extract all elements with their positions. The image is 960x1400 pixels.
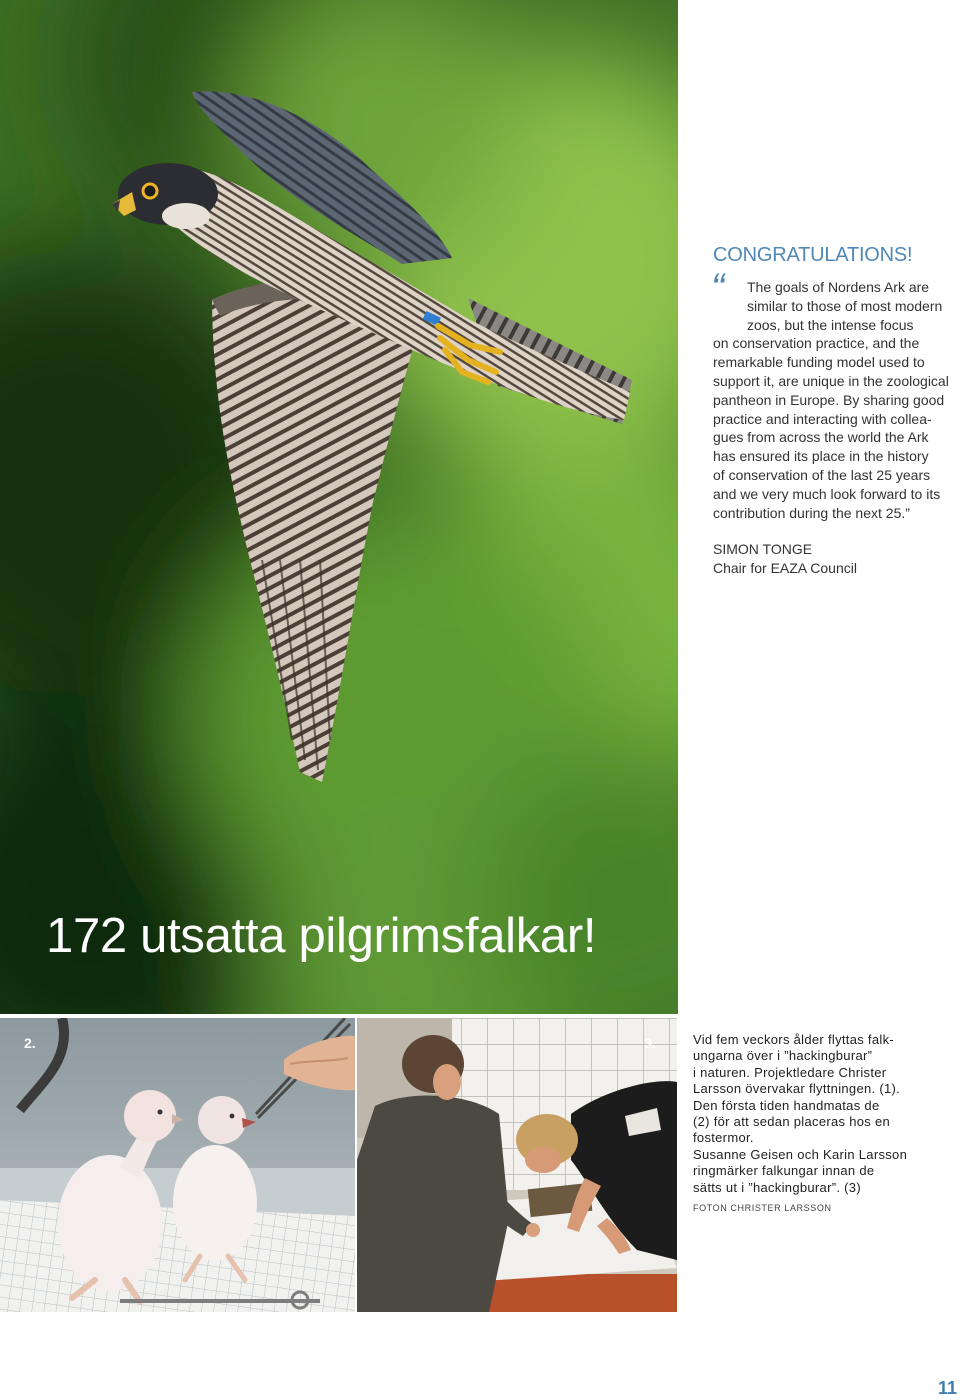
chick-right-eye bbox=[230, 1114, 235, 1119]
chick-right-head bbox=[198, 1096, 246, 1144]
person-right-face bbox=[525, 1147, 561, 1173]
caption-line: Larsson övervakar flyttningen. (1). bbox=[693, 1081, 901, 1097]
open-quote-mark: “ bbox=[711, 266, 725, 310]
quote-attribution bbox=[713, 540, 857, 578]
quote-line: The goals of Nordens Ark are bbox=[747, 279, 930, 295]
quote-line: support it, are unique in the zoological bbox=[713, 372, 949, 389]
quote-line: and we very much look forward to its bbox=[713, 485, 941, 502]
caption-line: Den första tiden handmatas de bbox=[693, 1097, 880, 1113]
caption-line: ungarna över i ”hackingburar” bbox=[693, 1048, 873, 1064]
falcon-cheek bbox=[162, 203, 210, 229]
chick-left-eye bbox=[158, 1110, 163, 1115]
chicks-illustration bbox=[0, 1018, 355, 1312]
caption-line: ringmärker falkungar innan de bbox=[693, 1163, 875, 1179]
quote-line: zoos, but the intense focus bbox=[747, 316, 914, 333]
quote-line: gues from across the world the Ark bbox=[713, 429, 929, 446]
caption-line: (2) för att sedan placeras hos en bbox=[693, 1113, 891, 1129]
person-left-hand bbox=[526, 1223, 540, 1237]
quote-line: practice and interacting with collea- bbox=[713, 410, 932, 427]
quote-line: pantheon in Europe. By sharing good bbox=[713, 391, 945, 408]
chick-left-body bbox=[58, 1155, 162, 1291]
caption-line: sätts ut i ”hackingburar”. (3) bbox=[693, 1179, 861, 1195]
photo-credit: FOTON CHRISTER LARSSON bbox=[693, 1203, 832, 1213]
photo-chicks-feeding bbox=[0, 1018, 355, 1312]
author-name: SIMON TONGE bbox=[713, 541, 813, 557]
caption-line: Vid fem veckors ålder flyttas falk- bbox=[693, 1032, 894, 1047]
page-number: 11 bbox=[937, 1378, 957, 1398]
person-left-face bbox=[433, 1064, 461, 1100]
quote-line: contribution during the next 25.” bbox=[713, 504, 910, 521]
chick-left-head bbox=[124, 1090, 176, 1142]
quote-line: similar to those of most modern bbox=[747, 297, 943, 314]
photo-label-2: 2. bbox=[24, 1035, 36, 1051]
caption-line: i naturen. Projektledare Christer bbox=[693, 1064, 887, 1080]
photo-ringing-chicks bbox=[357, 1018, 677, 1312]
caption-line: fostermor. bbox=[693, 1130, 754, 1146]
author-role: Chair for EAZA Council bbox=[713, 560, 857, 576]
quote-heading: CONGRATULATIONS! bbox=[713, 244, 913, 266]
ringing-illustration bbox=[357, 1018, 677, 1312]
page-headline: 172 utsatta pilgrimsfalkar! bbox=[46, 909, 597, 963]
quote-line: on conservation practice, and the bbox=[713, 335, 920, 352]
quote-line: remarkable funding model used to bbox=[713, 354, 925, 371]
quote-text bbox=[713, 278, 958, 522]
photo-caption bbox=[693, 1032, 955, 1196]
quote-line: of conservation of the last 25 years bbox=[713, 466, 931, 483]
quote-line: has ensured its place in the history bbox=[713, 448, 929, 465]
chick-right-body bbox=[173, 1145, 257, 1261]
photo-label-3: 3. bbox=[644, 1035, 656, 1051]
caption-line: Susanne Geisen och Karin Larsson bbox=[693, 1146, 908, 1162]
falcon-eye bbox=[143, 184, 157, 198]
